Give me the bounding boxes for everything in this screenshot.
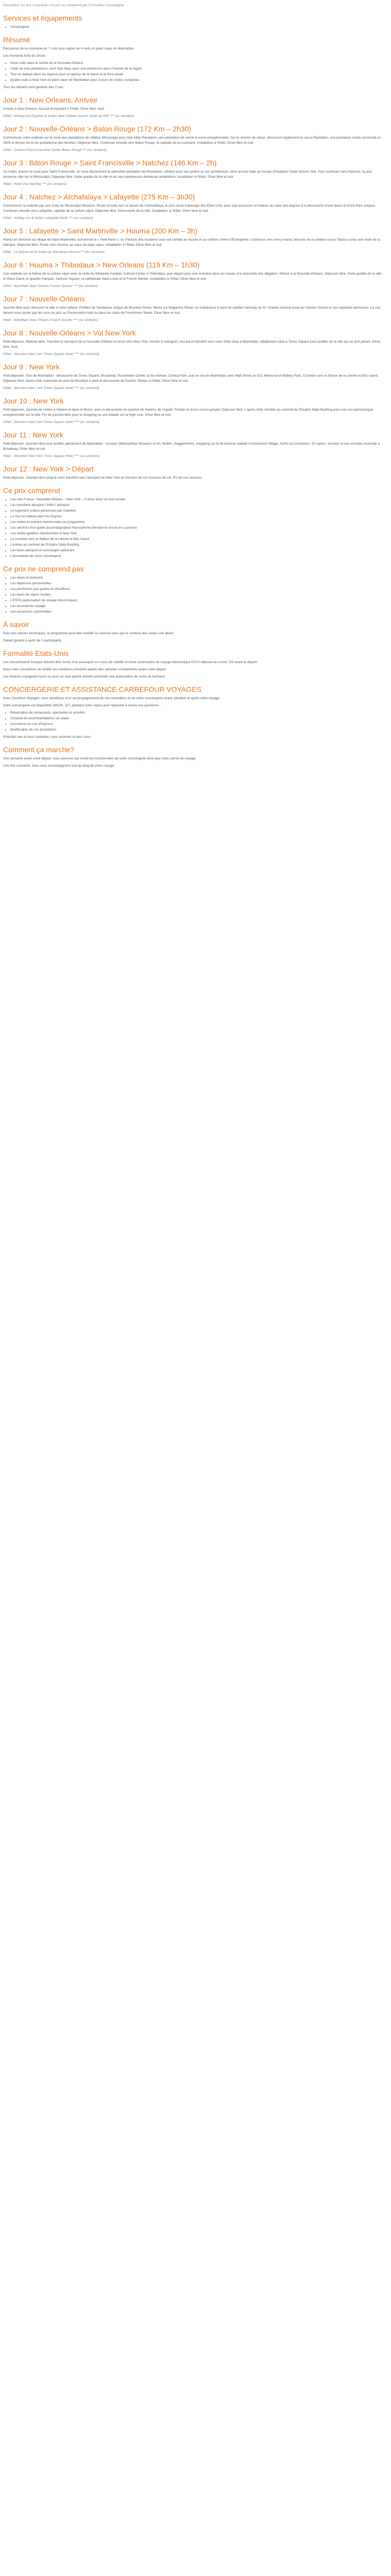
conciergerie-intro: Avec Carrefour Voyages, vous bénéficiez d'un accompagnement de nos conseillers et de notre conciergerie avant, pendant et après votre voyage.	[3, 697, 220, 700]
day-12	[3, 464, 386, 481]
excludes-item: • Les repas et boissons	[10, 575, 386, 581]
formalites-para: Les ressortissants français doivent être munis d'un passeport en cours de validité et d'une autorisation de voyage électronique ESTA obtenue au moins 72h avant le départ.	[3, 660, 258, 664]
conciergerie-list	[3, 710, 386, 733]
day-hotel: Hôtel : Wyndham New Orleans French Quarter *** (ou similaire)	[3, 318, 98, 322]
day-hotel: Hôtel : Sheraton New York Times Square Hotel **** (ou similaire)	[3, 454, 100, 458]
day-text: Commencez la matinée par une visite du Mississippi Museum. Route ensuite vers le bassin de l'Atchafalaya, le plus vaste marécage des États-Unis, pour une excursion en bateau au cœur des bayous à la découverte d'une faune et d'une flore uniques. Continuez ensuite vers Lafayette, capitale de la culture cajun. Déjeuner libre. Découverte de la ville. Installation à l'hôtel. Dîner libre et nuit.	[3, 204, 377, 213]
services-title: Services et équipements	[3, 14, 83, 22]
comment-text: Une semaine avant votre départ, vous recevrez par email les coordonnées de votre conciergerie ainsi que votre carnet de voyage.	[3, 757, 197, 760]
includes-item: • La croisière vers la Statue de la Liberté et Ellis Island	[10, 537, 386, 542]
savoir-text: Pour des raisons techniques, le programme peut être modifié ou inversé sans que le contenu des visites soit altéré.	[3, 632, 174, 635]
resume-point: • Visite de trois plantations, dont Oak Alley, pour une immersion dans l'histoire de la région	[10, 66, 386, 72]
day-text: Petit-déjeuner. Tour de Manhattan : découverte de Times Square, Broadway, Rockefeller Center, la 5e Avenue, Central Park, puis le sud de Manhattan avec Wall Street, le 9/11 Memorial et Battery Park. Croisière vers la Statue de la Liberté et Ellis Island. Déjeuner libre. Après-midi, traversée du pont de Brooklyn à pied et découverte de Dumbo. Retour à l'hôtel. Dîner libre et nuit.	[3, 374, 379, 383]
savoir-text-2: Départ garanti à partir de 2 participants.	[3, 639, 62, 642]
resume-point: • Tour en bateau dans les bayous pour un aperçu de la faune et la flore locale	[10, 72, 386, 77]
resume-points-intro: Les moments forts du circuit :	[3, 54, 47, 58]
includes-item: • Les services d'un guide accompagnateur francophone pendant le circuit en Louisiane	[10, 526, 386, 531]
excludes-item: • Les assurances voyage	[10, 604, 386, 609]
day-title: Jour 10 : New York	[3, 397, 64, 405]
formalites-title: Formalité Etats-Unis	[3, 649, 69, 657]
day-title: Jour 8 : Nouvelle-Orléans > Vol New York	[3, 329, 136, 337]
day-hotel: Hôtel : Hotel Vue Natchez *** (ou similaire)	[3, 182, 67, 186]
day-text: Petit-déjeuner. Journée de visites à Harlem et dans le Bronx, avec la découverte du quartier de Harlem, de l'Apollo Theater et d'une messe gospel. Déjeuner libre. L'après-midi, montée au sommet de l'Empire State Building pour une vue panoramique exceptionnelle sur la ville. Fin de journée libre pour le shopping ou une balade sur la High Line. Dîner libre et nuit.	[3, 408, 373, 417]
day-9	[3, 362, 386, 391]
resume-points	[3, 61, 386, 83]
conciergerie-closing: N'hésitez pas à nous contacter, nous sommes là pour vous.	[3, 735, 92, 739]
resume-text: Découvrez de la Louisiane en 7 nuits puis séjour de 4 nuits en plein cœur de Manhattan.	[3, 47, 135, 50]
resume-tours: Tous les départs sont garantis dès 2 pax.	[3, 86, 64, 89]
day-5	[3, 226, 386, 255]
day-title: Jour 12 : New York > Départ	[3, 465, 94, 473]
includes-list	[3, 497, 386, 559]
includes-item: • Les vols France / Nouvelle-Orléans – New York – France avec un seul escale	[10, 497, 386, 502]
tabs-intro: Description Ce prix comprend / Ce prix ne comprend pas Formalités Conciergerie	[3, 4, 124, 7]
day-6	[3, 260, 386, 289]
day-hotel: Hôtel : Sheraton New York Times Square Hotel **** (ou similaire)	[3, 420, 100, 424]
conciergerie-item: • Modification de vos prestations	[10, 727, 386, 733]
resume-point: • Deux nuits dans le centre de la Nouvelle-Orléans	[10, 61, 386, 66]
day-text: Une matinée sur le thème de la culture cajun avec la visite du Wetlands Acadian Cultural Center à Thibodaux, puis départ pour une croisière dans les marais à la rencontre des alligators. Retour à la Nouvelle-Orléans. Déjeuner libre. Visite guidée de la ville : le Vieux Carré, le quartier français, Jackson Square, la cathédrale Saint-Louis et le French Market. Installation à l'hôtel. Dîner libre et nuit.	[3, 272, 384, 281]
day-title: Jour 2 : Nouvelle-Orléans > Baton Rouge (172 Km – 2h30)	[3, 125, 191, 133]
day-title: Jour 11 : New York	[3, 431, 63, 439]
comment-title: Comment ça marche?	[3, 745, 74, 754]
resume-point: • Quatre nuits à New York en plein cœur de Manhattan avec 3 jours de visites complètes	[10, 78, 386, 83]
day-hotel: Hôtel : Wyndham New Orleans French Quarter *** (ou similaire)	[3, 284, 98, 288]
day-title: Jour 5 : Lafayette > Saint Martinville > Houma (200 Km – 3h)	[3, 227, 198, 235]
conciergerie-title: CONCIERGERIE ET ASSISTANCE CARREFOUR VOYAGES	[3, 685, 202, 693]
day-text: Petit-déjeuner. Matinée libre. Transfert à l'aéroport de la Nouvelle-Orléans et envol vers New York. Arrivée à l'aéroport. Accueil et transfert vers votre hôtel situé à Manhattan, idéalement situé à Times Square pour profiter de la ville qui ne dort jamais. Dîner libre. Nuit.	[3, 340, 381, 349]
day-hotel: Hôtel : La Quinta Inn & Suites by Wyndham Houma *** (ou similaire)	[3, 250, 105, 254]
day-11	[3, 430, 386, 459]
conciergerie-item: • Assistance en cas d'imprévu	[10, 722, 386, 727]
day-hotel: Hôtel : Crowne Plaza Executive Center Baton Rouge *** (ou similaire)	[3, 148, 107, 152]
excludes-item: • L'ESTA (autorisation de voyage électronique)	[10, 598, 386, 603]
day-hotel: Hôtel : Sheraton New York Times Square Hotel **** (ou similaire)	[3, 352, 100, 356]
includes-item: • L'entrée au sommet de l'Empire State Building	[10, 543, 386, 548]
day-text: Petit-déjeuner. Journée libre jusqu'à votre transfert vers l'aéroport de New York en fonction de vos horaires de vol. Fin de nos services.	[3, 476, 203, 480]
day-text: Partez en direction du village de Saint Martinville, surnommé le « Petit Paris », où l'histoire des Acadiens vous est contée au musée et au célèbre chêne d'Évangéline. Continuez vers Avery Island, berceau de la célèbre sauce Tabasco pour une visite de la fabrique. Déjeuner libre. Route vers Houma, au cœur du pays cajun. Installation à l'hôtel. Dîner libre et nuit.	[3, 238, 381, 247]
day-hotel: Hôtel : Holiday Inn & Suites Lafayette North *** (ou similaire)	[3, 216, 93, 220]
includes-item: • Le logement à deux personnes par chambre	[10, 509, 386, 514]
resume-title: Résumé	[3, 36, 30, 44]
includes-item: • Le tour en bateau dans les bayous	[10, 514, 386, 519]
day-title: Jour 6 : Houma > Thibodaux > New Orleans (119 Km – 1h30)	[3, 261, 200, 269]
savoir-title: À savoir	[3, 620, 29, 629]
day-2	[3, 124, 386, 153]
formalites-para: Nous vous conseillons de vérifier les conditions d'entrée auprès des autorités compétentes avant votre départ.	[3, 668, 167, 671]
day-hotel: Hôtel : Holiday Inn Express & Suites New Orleans Airport South by IHG *** (ou similaire)	[3, 114, 134, 118]
comment-text-2: Une fois connecté, nous vous accompagnons tout au long de votre voyage.	[3, 764, 115, 768]
excludes-item: • Les pourboires aux guides et chauffeurs	[10, 587, 386, 592]
formalites-para: Les mineurs voyageant seuls ou avec un seul parent doivent présenter une autorisation de sortie du territoire.	[3, 675, 166, 679]
day-text: Commencez votre matinée sur la route des plantations du célèbre Mississippi pour Oak Alley Plantation, une plantation de canne à sucre exceptionnelle. Sur le chemin du retour, découvrez également la Laura Plantation, une plantation créole construite en 1805 et témoin de la vie quotidienne des familles. Déjeuner libre. Continuez ensuite vers Baton Rouge, la capitale de la Louisiane. Installation à l'hôtel. Dîner libre et nuit.	[3, 136, 381, 145]
day-text: Ce matin, prenez la route pour Saint Francisville, où vous découvrirez la splendide plantation de Rosedown, célèbre pour ses jardins et son architecture, ainsi qu'une halte au musée d'Audubon State Historic Site. Puis continuez vers Natchez, la plus ancienne ville sur le Mississippi. Déjeuner libre. Visite guidée de la ville et de ses nombreuses demeures antebellum. Installation à l'hôtel. Dîner libre et nuit.	[3, 170, 372, 179]
day-text: Petit-déjeuner. Journée libre pour profiter pleinement de Manhattan : musées (Metropolitan Museum of Art, MoMA, Guggenheim), shopping sur la 5e Avenue, balade à Greenwich Village, SoHo ou Chinatown. En option, assistez à une comédie musicale à Broadway. Dîner libre et nuit.	[3, 442, 380, 451]
day-7	[3, 294, 386, 323]
day-text: Arrivée à New Orleans. Accueil et transfert à l'hôtel. Dîner libre. Nuit.	[3, 107, 105, 111]
excludes-title: Ce prix ne comprend pas	[3, 565, 84, 573]
day-title: Jour 3 : Bâton Rouge > Saint Francisville > Natchez (146 Km – 2h)	[3, 159, 217, 167]
day-title: Jour 4 : Natchez > Atchafalaya > Lafayette (275 Km – 3h30)	[3, 193, 196, 201]
excludes-list	[3, 575, 386, 615]
includes-item: • Les taxes aéroport et surcharges carburant	[10, 548, 386, 553]
excludes-item: • Les dépenses personnelles	[10, 581, 386, 586]
includes-title: Ce prix comprend	[3, 486, 60, 495]
services-item: • Conciergerie	[10, 25, 386, 30]
includes-item: • Les visites et entrées mentionnées au programme	[10, 520, 386, 525]
conciergerie-text: Votre conciergerie est disponible 24h/24, 7j/7, pendant votre séjour pour répondre à toutes vos questions :	[3, 704, 161, 707]
day-title: Jour 1 : New Orleans, Arrivée	[3, 96, 97, 104]
excludes-item: • Les excursions optionnelles	[10, 609, 386, 615]
page	[0, 0, 391, 776]
day-title: Jour 7 : Nouvelle-Orléans	[3, 295, 85, 303]
day-4	[3, 192, 386, 221]
day-hotel: Hôtel : Sheraton New York Times Square Hotel **** (ou similaire)	[3, 386, 100, 390]
day-title: Jour 9 : New York	[3, 363, 60, 371]
excludes-item: • Les taxes de séjour locales	[10, 592, 386, 598]
includes-item: • Les transferts aéroport / hôtel / aéroport	[10, 503, 386, 508]
services-list	[3, 25, 386, 30]
conciergerie-item: • Réservation de restaurants, spectacles et activités	[10, 710, 386, 716]
conciergerie-item: • Conseils et recommandations sur place	[10, 716, 386, 721]
includes-item: • L'assistance de notre conciergerie	[10, 554, 386, 559]
day-10	[3, 396, 386, 425]
day-1	[3, 95, 386, 119]
day-text: Journée libre pour découvrir la ville à votre rythme. Profitez de l'ambiance unique de Bourbon Street, flânez sur Magazine Street, ou embarquez à bord du célèbre tramway de St. Charles Avenue jusqu'au Garden District et ses superbes demeures. Le soir, laissez-vous porter par les sons du jazz au Preservation Hall ou dans les clubs de Frenchmen Street. Dîner libre et nuit.	[3, 306, 381, 315]
day-3	[3, 158, 386, 187]
day-8	[3, 328, 386, 357]
includes-item: • Les visites guidées mentionnées à New York	[10, 531, 386, 536]
